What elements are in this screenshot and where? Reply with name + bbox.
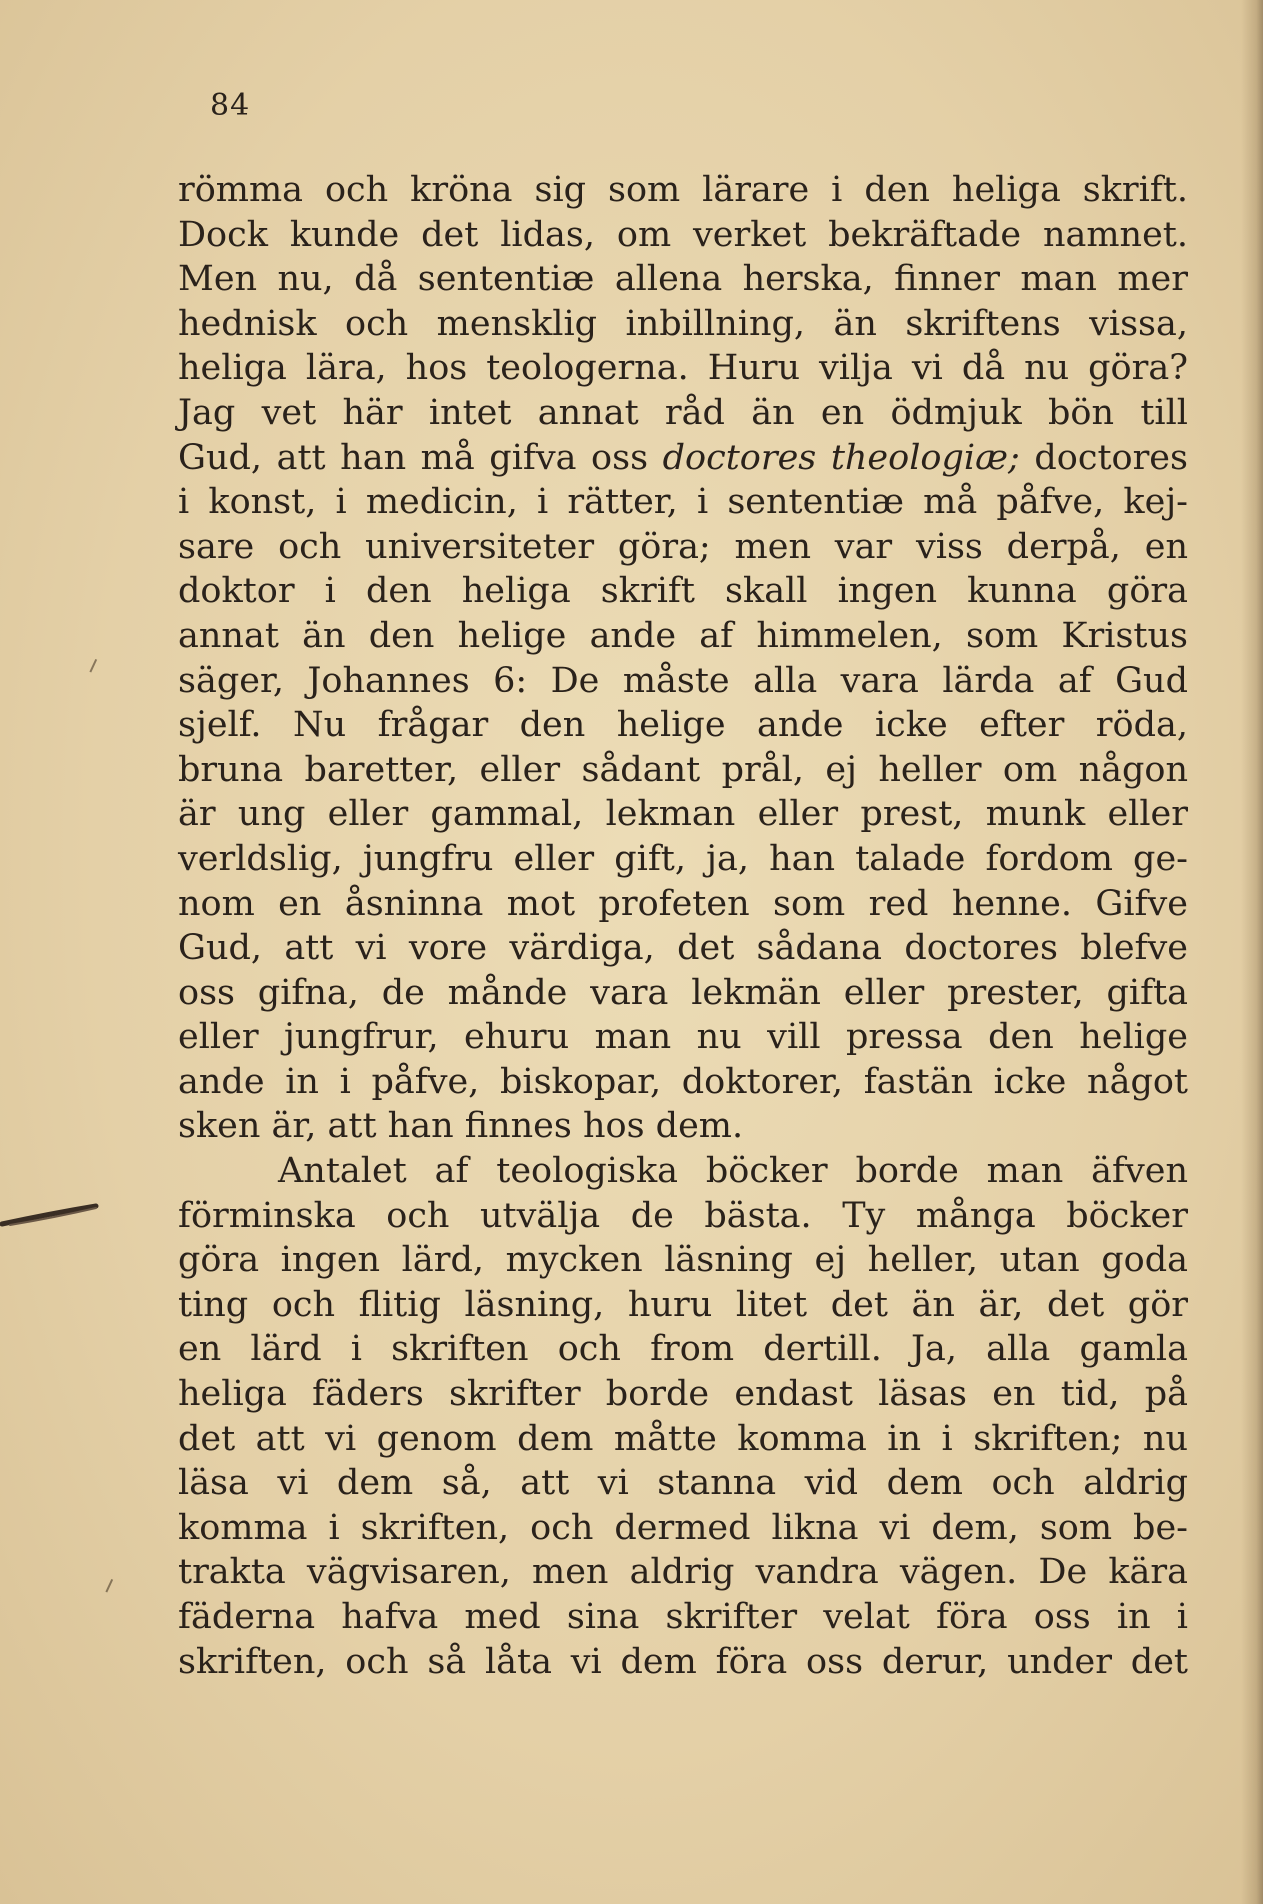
text-line: är ung eller gammal, lekman eller prest, munk eller	[178, 794, 1188, 835]
text-line: en lärd i skriften och from dertill. Ja, alla gamla	[178, 1329, 1188, 1370]
text-line: ting och flitig läsning, huru litet det än är, det gör	[178, 1284, 1188, 1325]
text-line: Dock kunde det lidas, om verket bekräftade namnet.	[178, 214, 1188, 255]
text-line: eller jungfrur, ehuru man nu vill pressa den helige	[178, 1017, 1188, 1058]
text-segment: doctores	[1034, 437, 1188, 478]
text-line: Men nu, då sententiæ allena herska, finner man mer	[178, 259, 1188, 300]
text-line: komma i skriften, och dermed likna vi dem, som be-	[178, 1507, 1188, 1548]
text-line: sken är, att han finnes hos dem.	[178, 1106, 744, 1147]
text-line: sare och universiteter göra; men var viss derpå, en	[178, 526, 1188, 567]
text-line: läsa vi dem så, att vi stanna vid dem och aldrig	[178, 1463, 1188, 1504]
text-line: Jag vet här intet annat råd än en ödmjuk bön till	[178, 392, 1188, 433]
text-line: trakta vägvisaren, men aldrig vandra vägen. De kära	[178, 1552, 1188, 1593]
body-text	[178, 168, 1188, 1684]
paragraph-start-line: Antalet af teologiska böcker borde man äfven	[278, 1151, 1188, 1192]
text-line: heliga fäders skrifter borde endast läsas en tid, på	[178, 1374, 1188, 1415]
text-line: Gud, att vi vore värdiga, det sådana doctores blefve	[178, 928, 1188, 969]
text-line: annat än den helige ande af himmelen, som Kristus	[178, 615, 1188, 656]
text-line-mixed	[178, 436, 1188, 481]
text-line: fäderna hafva med sina skrifter velat föra oss in i	[178, 1597, 1188, 1637]
text-line: det att vi genom dem måtte komma in i skriften; nu	[178, 1418, 1188, 1459]
text-line: göra ingen lärd, mycken läsning ej heller, utan goda	[178, 1240, 1188, 1281]
page-number: 84	[210, 88, 251, 123]
text-line: i konst, i medicin, i rätter, i sententiæ må påfve, kej-	[178, 482, 1188, 523]
text-line: verldslig, jungfru eller gift, ja, han talade fordom ge-	[178, 838, 1188, 879]
text-line: skriften, och så låta vi dem föra oss derur, under det	[178, 1641, 1188, 1682]
text-line: römma och kröna sig som lärare i den heliga skrift.	[178, 170, 1188, 210]
pencil-stroke-mark	[0, 1198, 100, 1238]
text-line: nom en åsninna mot profeten som red henne. Gifve	[178, 883, 1188, 924]
page-edge-shadow	[1241, 0, 1263, 1904]
text-line: säger, Johannes 6: De måste alla vara lärda af Gud	[178, 660, 1188, 701]
text-line: sjelf. Nu frågar den helige ande icke efter röda,	[178, 705, 1188, 746]
text-line: heliga lära, hos teologerna. Huru vilja vi då nu göra?	[178, 348, 1188, 389]
text-line: oss gifna, de månde vara lekmän eller prester, gifta	[178, 972, 1188, 1013]
text-line: doktor i den heliga skrift skall ingen kunna göra	[178, 571, 1188, 612]
text-line: förminska och utvälja de bästa. Ty många böcker	[178, 1195, 1188, 1236]
text-line: ande in i påfve, biskopar, doktorer, fastän icke något	[178, 1061, 1188, 1102]
margin-pencil-tick	[89, 659, 102, 675]
text-line: hednisk och mensklig inbillning, än skriftens vissa,	[178, 303, 1188, 344]
text-segment: Gud, att han må gifva oss	[178, 437, 649, 478]
margin-pencil-tick	[105, 1579, 118, 1595]
italic-latin-phrase: doctores theologiæ;	[662, 437, 1020, 478]
text-line: bruna baretter, eller sådant prål, ej heller om någon	[178, 749, 1188, 790]
